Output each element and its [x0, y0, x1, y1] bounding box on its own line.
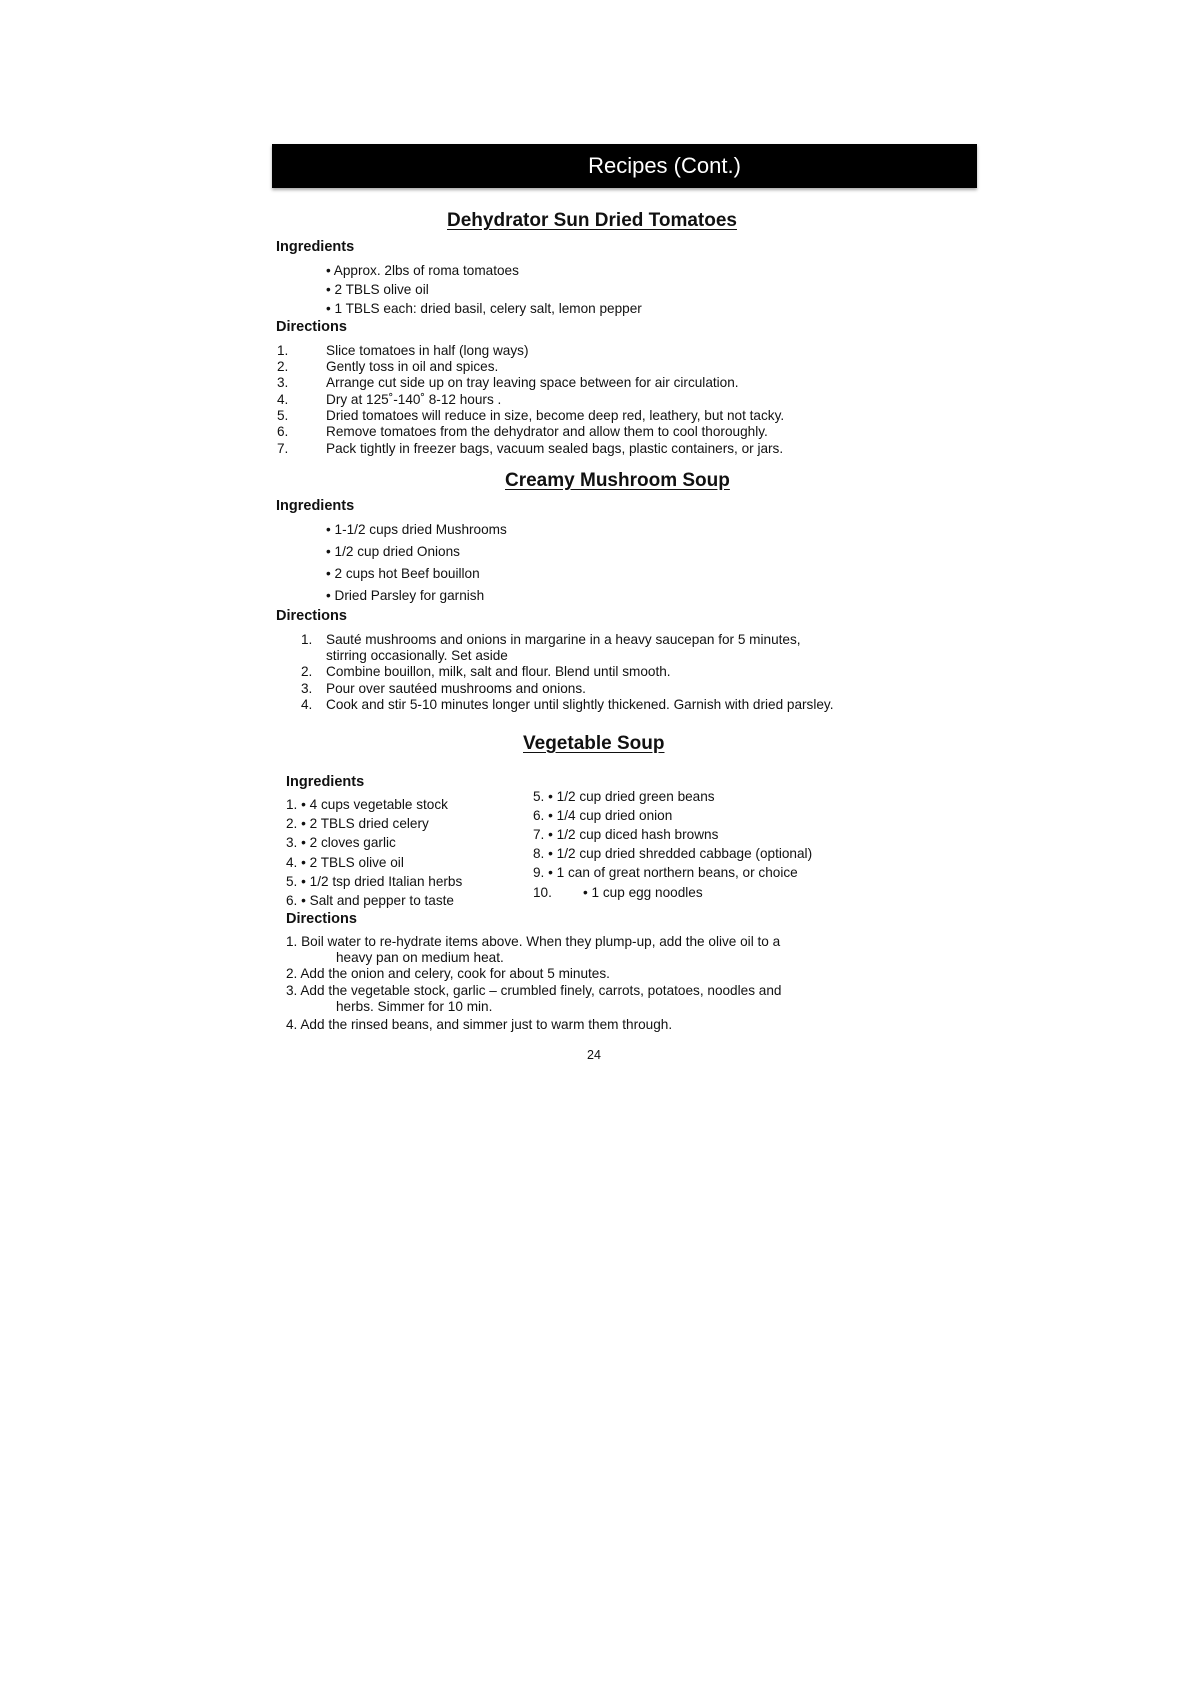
direction-text: 1. Boil water to re-hydrate items above. When they plump-up, add the olive oil to a	[286, 934, 781, 949]
ingredient-item: • Dried Parsley for garnish	[326, 588, 485, 603]
direction-text: Pour over sautéed mushrooms and onions.	[326, 681, 586, 696]
ingredient-item: 2. • 2 TBLS dried celery	[286, 816, 429, 831]
direction-text: Remove tomatoes from the dehydrator and allow them to cool thoroughly.	[326, 424, 768, 439]
ingredient-item: 7. • 1/2 cup diced hash browns	[533, 827, 719, 842]
ingredient-item: 4. • 2 TBLS olive oil	[286, 855, 404, 870]
direction-text: Cook and stir 5-10 minutes longer until slightly thickened. Garnish with dried parsley.	[326, 697, 834, 712]
ingredient-item: • 2 cups hot Beef bouillon	[326, 566, 480, 581]
directions-label: Directions	[276, 608, 347, 624]
ingredient-number: 10.	[533, 885, 552, 900]
ingredient-item: 9. • 1 can of great northern beans, or choice	[533, 865, 798, 880]
direction-text: Sauté mushrooms and onions in margarine in a heavy saucepan for 5 minutes,	[326, 632, 801, 647]
direction-text: Dry at 125˚-140˚ 8-12 hours .	[326, 392, 502, 407]
direction-text: 3. Add the vegetable stock, garlic – crumbled finely, carrots, potatoes, noodles and	[286, 983, 782, 998]
direction-text: 2. Add the onion and celery, cook for about 5 minutes.	[286, 966, 610, 981]
direction-number: 4.	[301, 697, 313, 712]
direction-text: Pack tightly in freezer bags, vacuum sealed bags, plastic containers, or jars.	[326, 441, 784, 456]
direction-text: Dried tomatoes will reduce in size, become deep red, leathery, but not tacky.	[326, 408, 785, 423]
ingredients-label: Ingredients	[286, 774, 365, 790]
recipe-title-vegetable-soup: Vegetable Soup	[523, 733, 665, 754]
ingredient-item: 8. • 1/2 cup dried shredded cabbage (optional)	[533, 846, 813, 861]
ingredient-item: • 2 TBLS olive oil	[326, 282, 429, 297]
direction-text: Gently toss in oil and spices.	[326, 359, 499, 374]
ingredient-item: 1. • 4 cups vegetable stock	[286, 797, 448, 812]
ingredient-item: 6. • Salt and pepper to taste	[286, 893, 454, 908]
section-header-bar	[272, 144, 977, 188]
directions-label: Directions	[276, 319, 347, 335]
ingredient-item: 5. • 1/2 tsp dried Italian herbs	[286, 874, 463, 889]
ingredient-item: • 1 cup egg noodles	[583, 885, 703, 900]
direction-text: 4. Add the rinsed beans, and simmer just to warm them through.	[286, 1017, 673, 1032]
direction-number: 2.	[277, 359, 289, 374]
direction-number: 6.	[277, 424, 289, 439]
recipe-title-sun-dried-tomatoes: Dehydrator Sun Dried Tomatoes	[447, 210, 737, 231]
direction-number: 5.	[277, 408, 289, 423]
direction-number: 3.	[277, 375, 289, 390]
ingredient-item: • Approx. 2lbs of roma tomatoes	[326, 263, 519, 278]
direction-number: 1.	[301, 632, 313, 647]
ingredients-label: Ingredients	[276, 498, 355, 514]
ingredient-item: • 1-1/2 cups dried Mushrooms	[326, 522, 507, 537]
ingredient-item: • 1 TBLS each: dried basil, celery salt, lemon pepper	[326, 301, 642, 316]
direction-number: 7.	[277, 441, 289, 456]
directions-label: Directions	[286, 911, 357, 927]
recipe-title-creamy-mushroom-soup: Creamy Mushroom Soup	[505, 470, 730, 491]
ingredient-item: 3. • 2 cloves garlic	[286, 835, 396, 850]
ingredient-item: 5. • 1/2 cup dried green beans	[533, 789, 715, 804]
direction-number: 3.	[301, 681, 313, 696]
direction-number: 2.	[301, 664, 313, 679]
direction-text: Slice tomatoes in half (long ways)	[326, 343, 529, 358]
direction-text-continued: heavy pan on medium heat.	[336, 950, 504, 965]
direction-text-continued: herbs. Simmer for 10 min.	[336, 999, 493, 1014]
ingredients-label: Ingredients	[276, 239, 355, 255]
direction-text: Arrange cut side up on tray leaving space between for air circulation.	[326, 375, 739, 390]
direction-text: Combine bouillon, milk, salt and flour. Blend until smooth.	[326, 664, 671, 679]
ingredient-item: 6. • 1/4 cup dried onion	[533, 808, 673, 823]
page-number: 24	[587, 1048, 601, 1062]
direction-text-continued: stirring occasionally. Set aside	[326, 648, 508, 663]
ingredient-item: • 1/2 cup dried Onions	[326, 544, 460, 559]
direction-number: 1.	[277, 343, 289, 358]
section-header-title: Recipes (Cont.)	[588, 153, 741, 178]
direction-number: 4.	[277, 392, 289, 407]
